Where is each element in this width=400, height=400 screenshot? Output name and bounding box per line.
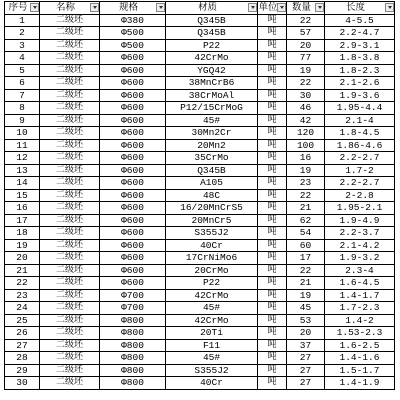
cell-spec[interactable]: Φ380 [100, 14, 166, 27]
cell-name[interactable]: 二级坯 [40, 214, 100, 227]
cell-material[interactable]: S355J2 [166, 364, 258, 377]
cell-name[interactable]: 二级坯 [40, 164, 100, 177]
cell-seq[interactable]: 29 [5, 364, 40, 377]
cell-name[interactable]: 二级坯 [40, 202, 100, 215]
cell-material[interactable]: 42CrMo [166, 289, 258, 302]
cell-unit[interactable]: 吨 [258, 77, 287, 90]
col-header-label: 规格 [118, 2, 138, 13]
cell-seq[interactable]: 28 [5, 352, 40, 365]
filter-dropdown-icon[interactable] [385, 3, 394, 12]
cell-name[interactable]: 二级坯 [40, 14, 100, 27]
cell-name[interactable]: 二级坯 [40, 64, 100, 77]
cell-length[interactable]: 4-5.5 [325, 14, 395, 27]
col-header-name [40, 2, 100, 15]
cell-name[interactable]: 二级坯 [40, 227, 100, 240]
filter-dropdown-icon[interactable] [315, 3, 324, 12]
cell-spec[interactable]: Φ600 [100, 177, 166, 190]
cell-seq[interactable]: 3 [5, 39, 40, 52]
cell-spec[interactable]: Φ500 [100, 39, 166, 52]
cell-seq[interactable]: 26 [5, 327, 40, 340]
cell-spec[interactable]: Φ800 [100, 339, 166, 352]
table-row [5, 189, 395, 202]
table-row [5, 339, 395, 352]
table-row [5, 114, 395, 127]
cell-spec[interactable]: Φ600 [100, 77, 166, 90]
cell-unit[interactable]: 吨 [258, 102, 287, 115]
table-row [5, 52, 395, 65]
cell-spec[interactable]: Φ700 [100, 302, 166, 315]
col-header-unit [258, 2, 287, 15]
cell-spec[interactable]: Φ700 [100, 289, 166, 302]
cell-material[interactable]: 45# [166, 302, 258, 315]
cell-quantity[interactable]: 19 [287, 164, 325, 177]
cell-spec[interactable]: Φ600 [100, 239, 166, 252]
cell-spec[interactable]: Φ600 [100, 252, 166, 265]
cell-material[interactable]: 40Cr [166, 377, 258, 390]
cell-spec[interactable]: Φ800 [100, 314, 166, 327]
cell-unit[interactable]: 吨 [258, 139, 287, 152]
cell-name[interactable]: 二级坯 [40, 189, 100, 202]
cell-spec[interactable]: Φ600 [100, 102, 166, 115]
cell-unit[interactable]: 吨 [258, 339, 287, 352]
cell-quantity[interactable]: 30 [287, 89, 325, 102]
cell-material[interactable]: 42CrMo [166, 314, 258, 327]
table-row [5, 352, 395, 365]
table-row [5, 14, 395, 27]
col-header-label: 长度 [345, 2, 365, 13]
cell-unit[interactable]: 吨 [258, 214, 287, 227]
col-header-label: 名称 [55, 2, 75, 13]
cell-spec[interactable]: Φ600 [100, 214, 166, 227]
cell-unit[interactable]: 吨 [258, 377, 287, 390]
cell-length[interactable]: 2.2-2.7 [325, 177, 395, 190]
cell-quantity[interactable]: 22 [287, 77, 325, 90]
col-header-length [325, 2, 395, 15]
cell-length[interactable]: 1.8-2.3 [325, 64, 395, 77]
cell-name[interactable]: 二级坯 [40, 264, 100, 277]
cell-spec[interactable]: Φ600 [100, 189, 166, 202]
table-row [5, 102, 395, 115]
cell-unit[interactable]: 吨 [258, 177, 287, 190]
table-row [5, 227, 395, 240]
cell-name[interactable]: 二级坯 [40, 77, 100, 90]
cell-spec[interactable]: Φ600 [100, 114, 166, 127]
cell-name[interactable]: 二级坯 [40, 252, 100, 265]
cell-quantity[interactable]: 77 [287, 52, 325, 65]
cell-quantity[interactable]: 100 [287, 139, 325, 152]
table-row [5, 214, 395, 227]
cell-quantity[interactable]: 20 [287, 327, 325, 340]
col-header-label: 序号 [8, 2, 28, 13]
table-row [5, 314, 395, 327]
cell-material[interactable]: 48C [166, 189, 258, 202]
cell-name[interactable]: 二级坯 [40, 239, 100, 252]
cell-material[interactable]: 40Cr [166, 239, 258, 252]
cell-unit[interactable]: 吨 [258, 264, 287, 277]
table-row [5, 39, 395, 52]
cell-length[interactable]: 1.4-2 [325, 314, 395, 327]
col-header-label: 数量 [291, 2, 311, 13]
cell-name[interactable]: 二级坯 [40, 152, 100, 165]
cell-seq[interactable]: 27 [5, 339, 40, 352]
cell-quantity[interactable]: 46 [287, 102, 325, 115]
cell-name[interactable]: 二级坯 [40, 27, 100, 40]
cell-unit[interactable]: 吨 [258, 64, 287, 77]
cell-length[interactable]: 1.6-2.5 [325, 339, 395, 352]
cell-name[interactable]: 二级坯 [40, 89, 100, 102]
cell-quantity[interactable]: 22 [287, 189, 325, 202]
cell-material[interactable]: 38CrMoAl [166, 89, 258, 102]
cell-quantity[interactable]: 53 [287, 314, 325, 327]
cell-quantity[interactable]: 37 [287, 339, 325, 352]
cell-quantity[interactable]: 17 [287, 252, 325, 265]
cell-seq[interactable]: 25 [5, 314, 40, 327]
cell-material[interactable]: Q345B [166, 27, 258, 40]
table-row [5, 202, 395, 215]
cell-seq[interactable]: 15 [5, 189, 40, 202]
table-row [5, 27, 395, 40]
cell-material[interactable]: 30Mn2Cr [166, 127, 258, 140]
cell-length[interactable]: 1.4-1.6 [325, 352, 395, 365]
cell-seq[interactable]: 21 [5, 264, 40, 277]
col-header-quantity [287, 2, 325, 15]
table-row [5, 77, 395, 90]
cell-unit[interactable]: 吨 [258, 227, 287, 240]
col-header-material [166, 2, 258, 15]
cell-quantity[interactable]: 62 [287, 214, 325, 227]
table-row [5, 264, 395, 277]
cell-unit[interactable]: 吨 [258, 302, 287, 315]
cell-material[interactable]: 42CrMo [166, 52, 258, 65]
cell-spec[interactable]: Φ600 [100, 89, 166, 102]
cell-unit[interactable]: 吨 [258, 14, 287, 27]
cell-material[interactable]: 20CrMo [166, 264, 258, 277]
cell-length[interactable]: 2.1-4 [325, 114, 395, 127]
cell-quantity[interactable]: 21 [287, 277, 325, 290]
cell-material[interactable]: 38MnCrB6 [166, 77, 258, 90]
cell-quantity[interactable]: 54 [287, 227, 325, 240]
cell-unit[interactable]: 吨 [258, 189, 287, 202]
filter-dropdown-icon[interactable] [156, 3, 165, 12]
cell-spec[interactable]: Φ600 [100, 139, 166, 152]
cell-unit[interactable]: 吨 [258, 89, 287, 102]
cell-material[interactable]: YGQ42 [166, 64, 258, 77]
cell-quantity[interactable]: 22 [287, 264, 325, 277]
cell-name[interactable]: 二级坯 [40, 302, 100, 315]
table-row [5, 152, 395, 165]
cell-name[interactable]: 二级坯 [40, 327, 100, 340]
table-row [5, 277, 395, 290]
cell-spec[interactable]: Φ600 [100, 264, 166, 277]
cell-length[interactable]: 2.9-3.1 [325, 39, 395, 52]
cell-seq[interactable]: 14 [5, 177, 40, 190]
cell-name[interactable]: 二级坯 [40, 39, 100, 52]
cell-name[interactable]: 二级坯 [40, 127, 100, 140]
table-row [5, 64, 395, 77]
cell-quantity[interactable]: 57 [287, 27, 325, 40]
cell-name[interactable]: 二级坯 [40, 314, 100, 327]
cell-material[interactable]: P12/15CrMoG [166, 102, 258, 115]
cell-seq[interactable]: 6 [5, 77, 40, 90]
cell-seq[interactable]: 12 [5, 152, 40, 165]
cell-unit[interactable]: 吨 [258, 152, 287, 165]
cell-length[interactable]: 1.4-1.7 [325, 289, 395, 302]
cell-seq[interactable]: 16 [5, 202, 40, 215]
cell-unit[interactable]: 吨 [258, 52, 287, 65]
cell-quantity[interactable]: 16 [287, 152, 325, 165]
cell-unit[interactable]: 吨 [258, 364, 287, 377]
cell-material[interactable]: 35CrMo [166, 152, 258, 165]
cell-unit[interactable]: 吨 [258, 239, 287, 252]
cell-material[interactable]: 45# [166, 114, 258, 127]
cell-length[interactable]: 2.2-4.7 [325, 27, 395, 40]
header-row [5, 2, 395, 15]
table-row [5, 377, 395, 390]
cell-seq[interactable]: 23 [5, 289, 40, 302]
table-row [5, 89, 395, 102]
cell-spec[interactable]: Φ800 [100, 352, 166, 365]
cell-unit[interactable]: 吨 [258, 289, 287, 302]
cell-material[interactable]: 20Mn2 [166, 139, 258, 152]
cell-spec[interactable]: Φ600 [100, 127, 166, 140]
cell-spec[interactable]: Φ600 [100, 227, 166, 240]
cell-unit[interactable]: 吨 [258, 127, 287, 140]
cell-seq[interactable]: 13 [5, 164, 40, 177]
table-row [5, 252, 395, 265]
cell-material[interactable]: 45# [166, 352, 258, 365]
cell-length[interactable]: 2.1-4.2 [325, 239, 395, 252]
cell-length[interactable]: 1.9-4.9 [325, 214, 395, 227]
cell-material[interactable]: S355J2 [166, 227, 258, 240]
cell-length[interactable]: 2.2-2.7 [325, 152, 395, 165]
cell-unit[interactable]: 吨 [258, 39, 287, 52]
table-row [5, 164, 395, 177]
cell-unit[interactable]: 吨 [258, 327, 287, 340]
cell-unit[interactable]: 吨 [258, 27, 287, 40]
cell-unit[interactable]: 吨 [258, 277, 287, 290]
cell-name[interactable]: 二级坯 [40, 277, 100, 290]
cell-spec[interactable]: Φ500 [100, 27, 166, 40]
cell-length[interactable]: 1.4-1.9 [325, 377, 395, 390]
col-header-label: 材质 [197, 2, 217, 13]
cell-seq[interactable]: 4 [5, 52, 40, 65]
cell-unit[interactable]: 吨 [258, 202, 287, 215]
cell-spec[interactable]: Φ600 [100, 52, 166, 65]
cell-length[interactable]: 1.53-2.3 [325, 327, 395, 340]
cell-quantity[interactable]: 120 [287, 127, 325, 140]
cell-unit[interactable]: 吨 [258, 164, 287, 177]
cell-seq[interactable]: 11 [5, 139, 40, 152]
cell-seq[interactable]: 7 [5, 89, 40, 102]
cell-seq[interactable]: 10 [5, 127, 40, 140]
cell-length[interactable]: 2-2.8 [325, 189, 395, 202]
filter-dropdown-icon[interactable] [90, 3, 99, 12]
table-row [5, 289, 395, 302]
filter-dropdown-icon[interactable] [248, 3, 257, 12]
cell-seq[interactable]: 20 [5, 252, 40, 265]
cell-quantity[interactable]: 19 [287, 64, 325, 77]
cell-material[interactable]: 16/20MnCrS5 [166, 202, 258, 215]
cell-material[interactable]: 20Ti [166, 327, 258, 340]
cell-length[interactable]: 1.7-2.3 [325, 302, 395, 315]
cell-length[interactable]: 1.9-3.6 [325, 89, 395, 102]
cell-spec[interactable]: Φ600 [100, 64, 166, 77]
cell-length[interactable]: 1.5-1.7 [325, 364, 395, 377]
cell-seq[interactable]: 24 [5, 302, 40, 315]
col-header-label: 单位 [258, 2, 278, 13]
cell-quantity[interactable]: 27 [287, 352, 325, 365]
cell-name[interactable]: 二级坯 [40, 364, 100, 377]
cell-material[interactable]: Q345B [166, 14, 258, 27]
cell-seq[interactable]: 19 [5, 239, 40, 252]
cell-quantity[interactable]: 42 [287, 114, 325, 127]
cell-spec[interactable]: Φ600 [100, 164, 166, 177]
table-row [5, 239, 395, 252]
cell-name[interactable]: 二级坯 [40, 102, 100, 115]
cell-seq[interactable]: 8 [5, 102, 40, 115]
cell-unit[interactable]: 吨 [258, 252, 287, 265]
cell-seq[interactable]: 5 [5, 64, 40, 77]
cell-quantity[interactable]: 21 [287, 202, 325, 215]
cell-quantity[interactable]: 23 [287, 177, 325, 190]
cell-seq[interactable]: 22 [5, 277, 40, 290]
cell-seq[interactable]: 30 [5, 377, 40, 390]
cell-spec[interactable]: Φ600 [100, 277, 166, 290]
cell-length[interactable]: 1.86-4.6 [325, 139, 395, 152]
cell-length[interactable]: 1.9-3.2 [325, 252, 395, 265]
cell-length[interactable]: 1.95-2.1 [325, 202, 395, 215]
cell-length[interactable]: 1.6-4.5 [325, 277, 395, 290]
cell-quantity[interactable]: 19 [287, 289, 325, 302]
cell-length[interactable]: 1.95-4.4 [325, 102, 395, 115]
cell-length[interactable]: 1.8-4.5 [325, 127, 395, 140]
cell-unit[interactable]: 吨 [258, 314, 287, 327]
table-body [5, 14, 395, 389]
filter-dropdown-icon[interactable] [277, 3, 286, 12]
cell-unit[interactable]: 吨 [258, 114, 287, 127]
table-row [5, 177, 395, 190]
cell-material[interactable]: A105 [166, 177, 258, 190]
table-row [5, 327, 395, 340]
cell-spec[interactable]: Φ600 [100, 202, 166, 215]
cell-quantity[interactable]: 22 [287, 14, 325, 27]
cell-seq[interactable]: 9 [5, 114, 40, 127]
col-header-spec [100, 2, 166, 15]
cell-material[interactable]: 20MnCr5 [166, 214, 258, 227]
cell-name[interactable]: 二级坯 [40, 377, 100, 390]
table-row [5, 302, 395, 315]
cell-length[interactable]: 1.7-2 [325, 164, 395, 177]
cell-spec[interactable]: Φ600 [100, 152, 166, 165]
cell-material[interactable]: F11 [166, 339, 258, 352]
cell-name[interactable]: 二级坯 [40, 352, 100, 365]
cell-length[interactable]: 2.3-4 [325, 264, 395, 277]
cell-seq[interactable]: 1 [5, 14, 40, 27]
cell-length[interactable]: 2.1-2.6 [325, 77, 395, 90]
table-row [5, 364, 395, 377]
cell-name[interactable]: 二级坯 [40, 139, 100, 152]
cell-length[interactable]: 2.2-3.7 [325, 227, 395, 240]
inventory-table [4, 1, 395, 390]
table-row [5, 139, 395, 152]
cell-unit[interactable]: 吨 [258, 352, 287, 365]
cell-quantity[interactable]: 27 [287, 364, 325, 377]
cell-quantity[interactable]: 20 [287, 39, 325, 52]
cell-material[interactable]: Q345B [166, 164, 258, 177]
cell-spec[interactable]: Φ800 [100, 377, 166, 390]
cell-name[interactable]: 二级坯 [40, 52, 100, 65]
cell-seq[interactable]: 17 [5, 214, 40, 227]
cell-quantity[interactable]: 27 [287, 377, 325, 390]
cell-name[interactable]: 二级坯 [40, 339, 100, 352]
filter-dropdown-icon[interactable] [30, 3, 39, 12]
cell-name[interactable]: 二级坯 [40, 289, 100, 302]
cell-seq[interactable]: 2 [5, 27, 40, 40]
cell-spec[interactable]: Φ800 [100, 327, 166, 340]
table-row [5, 127, 395, 140]
cell-material[interactable]: 17CrNiMo6 [166, 252, 258, 265]
cell-material[interactable]: P22 [166, 39, 258, 52]
cell-spec[interactable]: Φ800 [100, 364, 166, 377]
col-header-seq [5, 2, 40, 15]
cell-name[interactable]: 二级坯 [40, 114, 100, 127]
cell-quantity[interactable]: 45 [287, 302, 325, 315]
cell-name[interactable]: 二级坯 [40, 177, 100, 190]
cell-length[interactable]: 1.8-3.8 [325, 52, 395, 65]
cell-material[interactable]: P22 [166, 277, 258, 290]
cell-seq[interactable]: 18 [5, 227, 40, 240]
cell-quantity[interactable]: 60 [287, 239, 325, 252]
